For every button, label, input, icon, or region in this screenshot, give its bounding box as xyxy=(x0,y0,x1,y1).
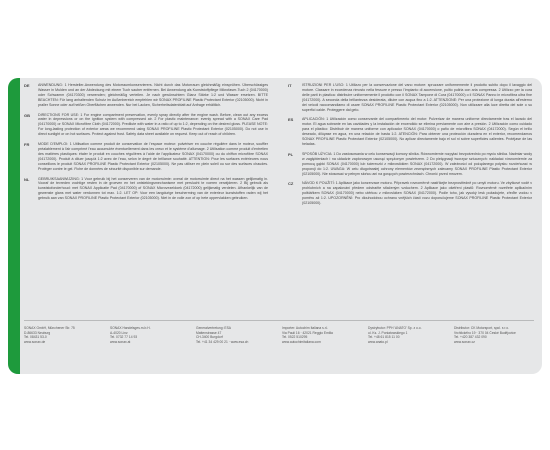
language-code: NL xyxy=(24,176,30,182)
distributor-address xyxy=(368,326,448,366)
distributor-address xyxy=(196,326,276,366)
address-line: Tel. 0732 77 14 93 xyxy=(110,335,138,340)
distributor-footer xyxy=(24,326,534,366)
instruction-text: SPOSÓB UŻYCIA: 1 Do zastosowania w celu konserwacji komory silnika. Równomiernie rozpylać bezpośrednio po myciu silnika. Nadmiar wody w zagłębieniach i na układzie zapłonowym usunąć sprężonym powietrzem. 2 Do pielęgnacji tworzyw sztucznych: nakładać równomiernie za pomocą gąbki SONAX (04170000) lub ściereczki z mikrowłókien SONAX (04172000). W zależności od pożądanego połysku rozcieńczać w proporcji do 1:2. UWAGA: W celu długotrwałej ochrony elementów zewnętrznych zalecamy SONAX PROFILINE Plastic Protectant Exterior (02105000). Nie stosować w pełnym słońcu ani na gorących powierzchniach. Chronić przed mrozem. xyxy=(302,151,532,176)
address-line: Mattenstrasse 47 xyxy=(196,330,222,335)
section-fr xyxy=(24,142,268,171)
instruction-text: ANWENDUNG: 1 Hersteller-Anwendung des Motorraumkonservierers. Nicht durch das Motorraum gleichmäßig einsprühen. Überschüssiges Wasser in Mulden und an der Abdeckung mit einem Tuch sauber entfernen. Bei Anwendung als Kunststoffpflege Mikrofaser-Tuch 2 (04170000) oder Schwamm (04170300) verwenden; gleichmäßig verteilen. Je nach gewünschtem Glanz Stärke 1:2 und Wasser ersetzen. BITTE BEACHTEN: Für lang anhaltenden Schutz im Außenbereich empfehlen wir SONAX PROFILINE Plastic Protectant Exterior (02105000). Nicht in praller Sonne oder auf heißen Oberflächen anwenden. Nur bei Lacken, Sicherheitsdatenblatt auf Anfrage erhältlich. xyxy=(38,83,268,107)
footer-divider xyxy=(24,320,534,321)
address-line: CH-3400 Burgdorf xyxy=(196,335,223,340)
address-line: Tel. +420 387 432 090 xyxy=(454,335,487,340)
address-line: www.sonax.cz xyxy=(454,339,475,344)
address-line: Tel. +48 61 815 11 00 xyxy=(368,335,400,340)
distributor-address xyxy=(24,326,104,366)
instruction-text: ISTRUZIONI PER L'USO: 1 Utilizzo per la conservazione del vano motore: spruzzare uniformemente il prodotto subito dopo il lavaggio del motore. Classare in eccedenza rimosto nella fessure e presso l'impianto di accensione, pulito pulirla con aria compressa. 2 Utilizzo per la cura delle parti in plastica: distribuire uniformemente il prodotto con il SONAX Tampone di Cura (04170000) o il SONAX Panno in microfibra ultra fine (04172000). A seconda della brillantezza desiderata, diluire con acqua fino a 1:2. ATTENZIONE: Per una protezione di lunga durata all'esterno dei veicoli raccomandiamo di usare SONAX PROFILINE Plastic Protectant Exterior (02105000). Non utilizzare alla luce diretta del sole o su superfici calde. Proteggere dal gelo. xyxy=(302,83,532,112)
distributor-address xyxy=(454,326,534,366)
address-line: Vrchlického 19 · 370 04 České Budějovice xyxy=(454,330,516,335)
label-card xyxy=(8,78,542,374)
address-line: SONAX GmbH, Münchener Str. 75 xyxy=(24,326,75,330)
instructions-content xyxy=(24,83,534,315)
section-es xyxy=(288,117,532,146)
instruction-text: NÁVOD K POUŽITÍ: 1 Aplikace jako konzervace motoru. Přípravek rovnoměrně nastříkejte bezprostředně po umytí motoru. Ve zbytkové vodě v prohlubních a na zapalování předem odstraňte stlačeným vzduchem. 2 Aplikace jako ošetření plastů: Rovnoměrně rozetřete aplikačním polštářkem SONAX (04170000) nebo utěrkou z mikrovláken SONAX (04172000). Podle toho, jak vysoký lesk požadujete, zřeďte vodou v poměru až 1:2. UPOZORNĚNÍ: Pro dlouhodobou ochranu vnějších částí vozu doporučujeme SONAX PROFILINE Plastic Protectant Exterior (02105000). xyxy=(302,181,532,206)
address-line: www.sonax.at xyxy=(110,339,131,344)
section-de xyxy=(24,83,268,108)
language-code: GB xyxy=(24,112,30,118)
address-line: www.autochimitaliana.com xyxy=(282,339,321,344)
address-line: Generalvertretung: ESA xyxy=(196,326,232,330)
language-code: FR xyxy=(24,142,30,148)
left-column xyxy=(24,83,268,206)
address-line: Tel. +41 34 429 00 21 · www.esa.ch xyxy=(196,339,249,344)
address-line: D-86633 Neuburg xyxy=(24,330,51,335)
language-code: CZ xyxy=(288,181,294,187)
address-line: Tel. 08431 53-0 xyxy=(24,335,47,340)
section-gb xyxy=(24,113,268,138)
address-line: SONAX Handelsges.m.b.H. xyxy=(110,326,151,330)
distributor-address xyxy=(282,326,362,366)
green-band xyxy=(8,78,20,374)
section-cz xyxy=(288,181,532,206)
language-code: IT xyxy=(288,83,292,88)
section-nl xyxy=(24,177,268,202)
language-code: PL xyxy=(288,151,294,157)
right-column xyxy=(288,83,532,211)
address-line: Importer: Autochim Italiana s.r.l. xyxy=(282,326,329,330)
address-line: Tel. 0522 510295 xyxy=(282,335,308,340)
distributor-address xyxy=(110,326,190,366)
language-code: DE xyxy=(24,83,30,88)
language-code: ES xyxy=(288,117,294,123)
instruction-text: MODE D'EMPLOI: 1 Utilisation comme produit de conservation de l'espace moteur: pulvériser en couche régulière dans le moteur, souffler préalablement à l'air comprimé l'eau accumulée éventuellement dans les creux et le système d'allumage. 2 Utilisation comme produit d'entretien des matières plastiques: étaler le produit en couches régulières à l'aide de l'applicateur SONAX (04170000) ou du chiffon microfibre SONAX (04172000). Produit à diluer jusqu'à 1:2 avec de l'eau, selon le degré de brillance souhaité. ATTENTION: Pour les surfaces extérieures nous conseillons le produit SONAX PROFILINE Plastic Protectant Exterior (02105000). Ne pas utiliser en plein soleil ou sur des surfaces chaudes. Protéger contre le gel. Fiche de données de sécurité disponible sur demande. xyxy=(38,142,268,171)
section-it xyxy=(288,83,532,112)
instruction-text: GEBRUIKSAANWIJZING: 1 Voor gebruik bij het conserveren van de motorruimte: overal de motorruimte direct na het wassen gelijkmatig in. Vooraf de tevreden vochtige resten in de groeven en het ontstekingsmechanisme met perslucht te voeren verwijderen. 2 Bij gebruik als kunststofonderhoud: met SONAX Applicatie Pad (04170000) of SONAX Microvezeldoek (04172000) gelijkmatig verdelen. Afhankelijk van de gewenste glans met water verdunnen tot max. 1:2. LET OP: Voor een langdurige bescherming van de exterieur kunststoffen raden wij het gebruik aan van SONAX PROFILINE Plastic Protectant Exterior (02105000). Niet in de volle zon of op hete oppervlakken gebruiken. xyxy=(38,176,268,201)
instruction-text: DIRECTIONS FOR USE: 1 For engine compartment preservation, evenly spray directly after the engine wash. Before, clean out any excess water in depressions or on the ignition system with compressed air. 2 For plastic maintenance: evenly spread with a SONAX Care Pad (04170000) or SONAX Microfibre Cloth (04172000). Predilute with water in a ratio of up to 1:2, depending on the desired gloss. PLEASE NOTE: For long-lasting protection of exterior areas we recommend using SONAX PROFILINE Plastic Protectant Exterior (02105000). Do not use in direct sunlight or on hot surfaces. Protect against frost. Safety data sheet available on request. Keep out of reach of children. xyxy=(38,112,268,137)
address-line: www.anato.pl xyxy=(368,339,388,344)
instruction-text: APLICACIÓN: 1 Utilización como conservante del compartimento del motor: Pulverizar de manera uniforme directamente tras el lavado del motor. El agua sobrante en las cavidades y la instalación de encendido se elimina previamente con aire a presión. 2 Utilización como cuidado para el plástico: Distribuir de manera uniforme con aplicador SONAX (04170000) o paño de microfibra SONAX (04172000). Según el brillo deseado, dilúyase en agua, en una relación de hasta 1:2. ATENCIÓN: Para obtener una protección duradera en el exterior, recomendamos SONAX PROFILINE Plastic Protectant Exterior (02105000). No aplicar directamente bajo el sol ni sobre superficies calientes. Protéjase de las heladas. xyxy=(302,117,532,146)
address-line: Dystrybutor: PPH 'ANATO' Sp. z o.o. xyxy=(368,326,422,330)
address-line: ul. Ks. J. Poniatowskiego 1 xyxy=(368,330,408,335)
address-line: Distributor: CK Motorsport, spol. s r.o. xyxy=(454,326,509,330)
address-line: www.sonax.de xyxy=(24,339,46,344)
address-line: A-4020 Linz xyxy=(110,330,128,335)
section-pl xyxy=(288,152,532,177)
address-line: Via Pauli 16 · 42021 Reggio Emilia xyxy=(282,330,333,335)
